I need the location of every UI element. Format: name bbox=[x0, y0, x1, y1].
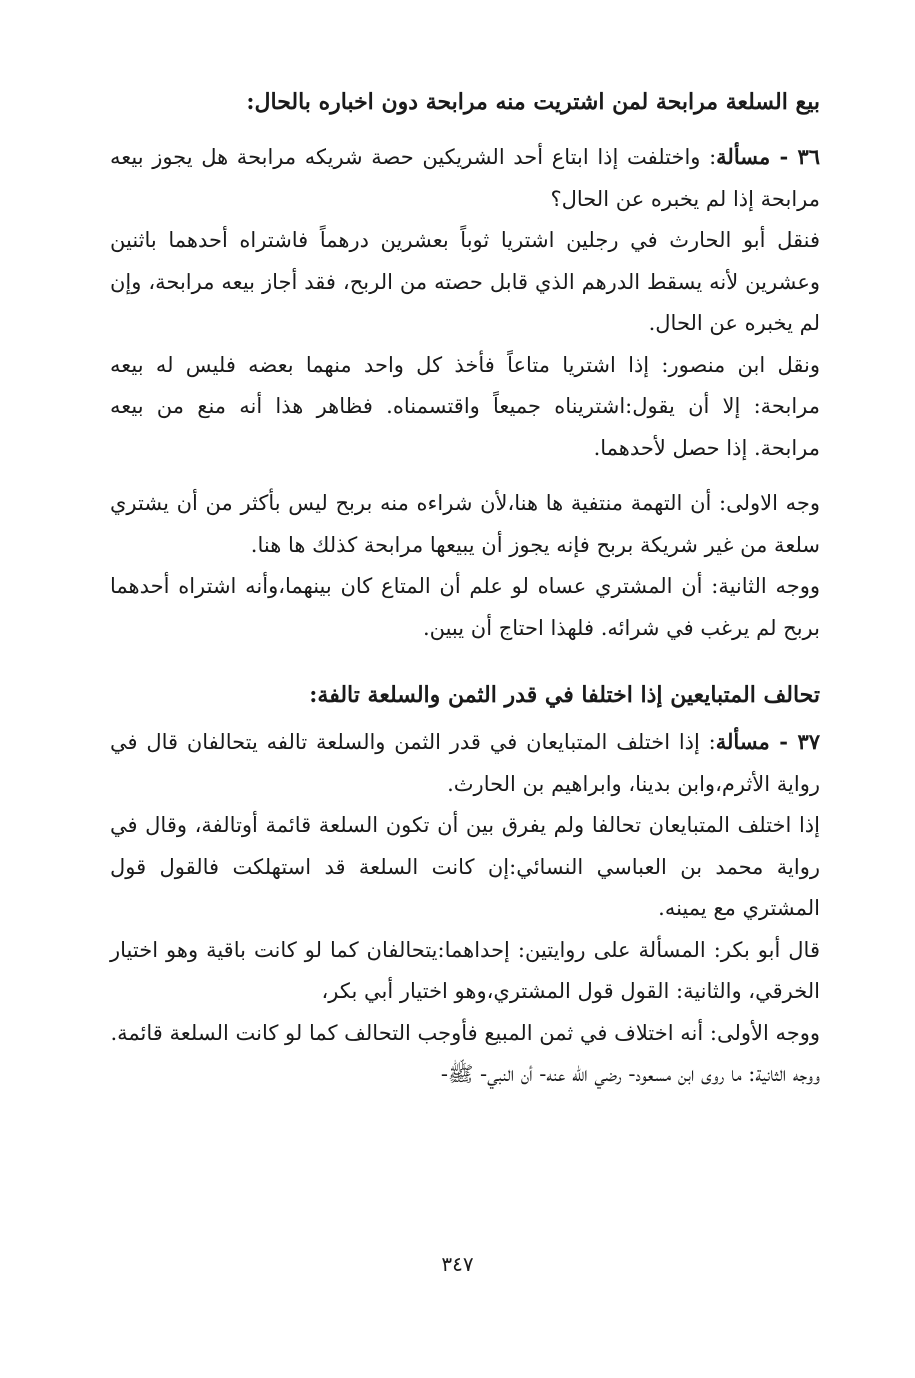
issue-dash: - bbox=[769, 729, 798, 754]
section-heading-murabaha: بيع السلعة مرابحة لمن اشتريت منه مرابحة دون اخباره بالحال: bbox=[246, 89, 820, 115]
document-page bbox=[110, 80, 820, 1320]
paragraph-first-view: وجه الاولى: أن التهمة منتفية ها هنا،لأن شراءه منه بربح ليس بأكثر من أن يشتري سلعة من غير شريكة بربح فإنه يجوز أن يبيعها مرابحة كذلك ها هنا. bbox=[110, 491, 820, 557]
issue-37-paragraph bbox=[110, 721, 820, 805]
paragraph-abu-bakr: قال أبو بكر: المسألة على روايتين: إحداهما:يتحالفان كما لو كانت باقية وهو اختيار الخرقي، والثانية: القول قول المشتري،وهو اختيار أبي بكر، bbox=[110, 937, 820, 1003]
issue-dash: - bbox=[770, 144, 798, 169]
page-number: ٣٤٧ bbox=[441, 1252, 474, 1276]
paragraph-tahaluf-rule: إذا اختلف المتبايعان تحالفا ولم يفرق بين أن تكون السلعة قائمة أوتالفة، وقال في رواية محمد بن العباسي النسائي:إن كانت السلعة قد استهلكت فالقول قول المشتري مع يمينه. bbox=[110, 813, 820, 920]
paragraph-second-view: ووجه الثانية: أن المشتري عساه لو علم أن المتاع كان بينهما،وأنه اشتراه أحدهما بربح لم يرغب في شرائه. فلهذا احتاج أن يبين. bbox=[110, 574, 820, 640]
spacer bbox=[110, 469, 820, 483]
issue-37-text: : إذا اختلف المتبايعان في قدر الثمن والسلعة تالفه يتحالفان قال في رواية الأثرم،وابن بدينا، وابراهيم بن الحارث. bbox=[110, 730, 820, 796]
issue-36-number: ٣٦ bbox=[797, 144, 821, 169]
issue-37-label: مسألة bbox=[715, 729, 770, 754]
issue-37-number: ٣٧ bbox=[797, 729, 820, 754]
issue-36-label: مسألة bbox=[716, 144, 771, 169]
paragraph-abu-alharith: فنقل أبو الحارث في رجلين اشتريا ثوباً بعشرين درهماً فاشتراه أحدهما باثنين وعشرين لأنه يسقط الدرهم الذي قابل حصته من الربح، فقد أجاز بيعه مرابحة، وإن لم يخبره عن الحال. bbox=[110, 228, 820, 335]
paragraph-first-reason: ووجه الأولى: أنه اختلاف في ثمن المبيع فأوجب التحالف كما لو كانت السلعة قائمة. bbox=[110, 1020, 820, 1045]
paragraph-second-reason: ووجه الثانية: ما روى ابن مسعود- رضي الله عنه- أن النبي- ﷺ- bbox=[440, 1062, 820, 1086]
issue-36-paragraph bbox=[110, 136, 820, 220]
issue-36-text: : واختلفت إذا ابتاع أحد الشريكين حصة شريكه مرابحة هل يجوز بيعه مرابحة إذا لم يخبره عن الحال؟ bbox=[110, 145, 820, 211]
paragraph-ibn-mansur: ونقل ابن منصور: إذا اشتريا متاعاً فأخذ كل واحد منهما بعضه فليس له بيعه مرابحة: إلا أن يقول:اشتريناه جميعاً واقتسمناه. فظاهر هذا أنه منع من بيعه مرابحة. إذا حصل لأحدهما. bbox=[110, 352, 821, 460]
section-heading-tahaluf: تحالف المتبايعين إذا اختلفا في قدر الثمن والسلعة تالفة: bbox=[309, 682, 820, 708]
